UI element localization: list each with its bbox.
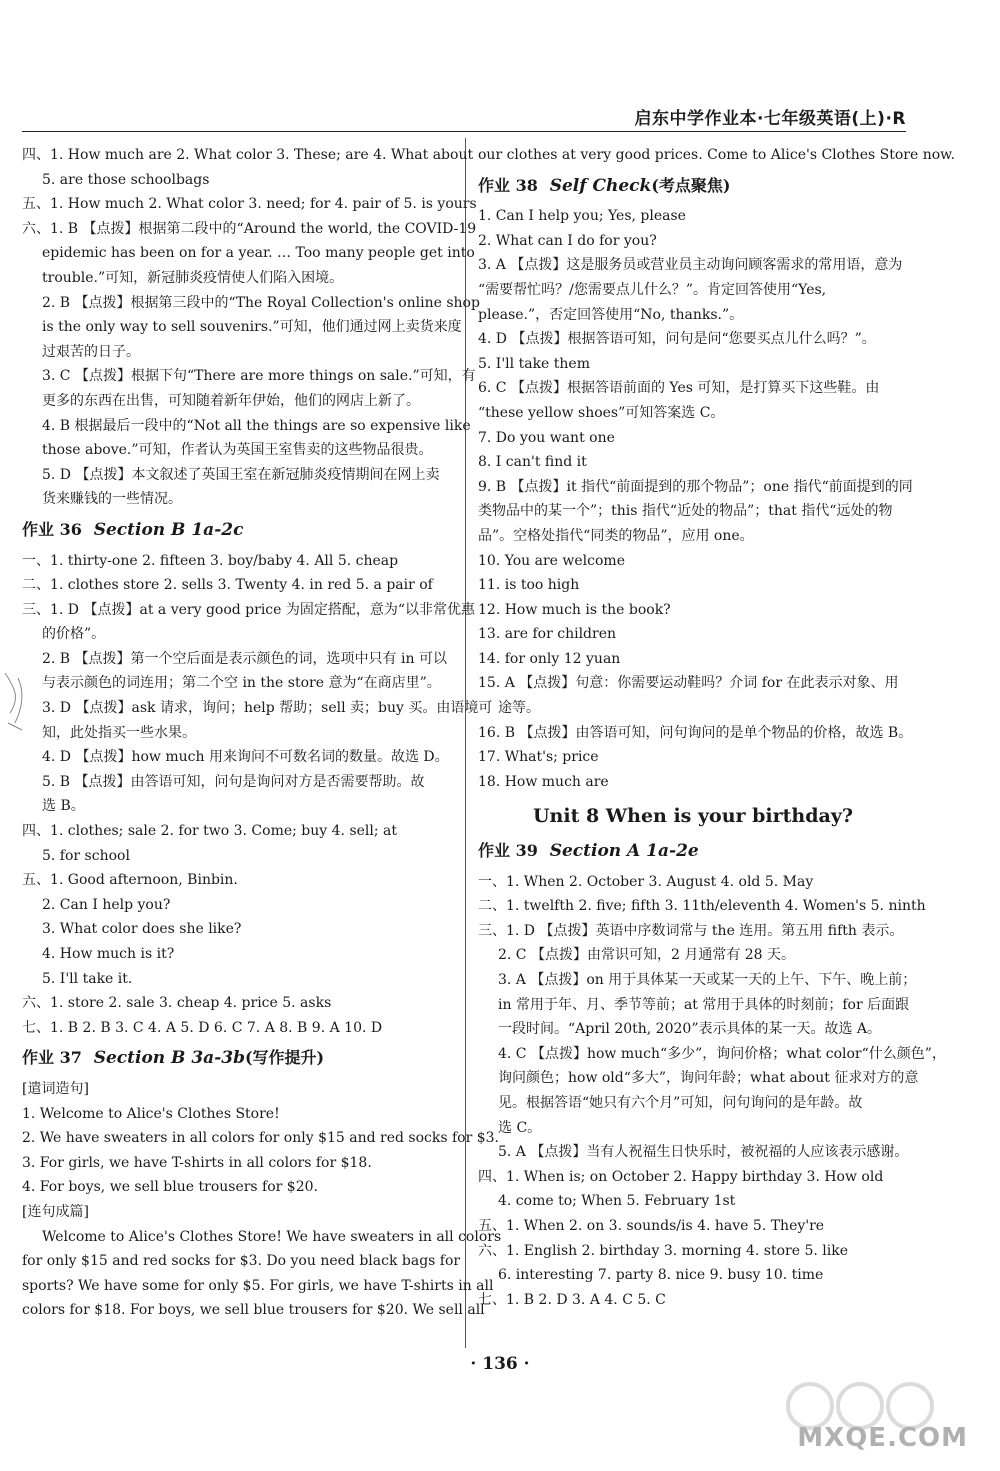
answer-line: 更多的东西在出售，可知随着新年伊始，他们的网店上新了。: [42, 392, 420, 409]
answer-line: 4. How much is it?: [42, 946, 175, 962]
answer-line: 五、1. When 2. on 3. sounds/is 4. have 5. They're: [478, 1217, 825, 1234]
answer-line: 选 B。: [42, 798, 85, 815]
answer-line: 2. B 【点拨】第一个空后面是表示颜色的词，选项中只有 in 可以: [42, 650, 447, 667]
section-heading-38: 作业 38 Self Check(考点聚焦): [478, 175, 731, 196]
answer-line: 4. D 【点拨】根据答语可知，问句是问“您要买点儿什么吗？”。: [478, 331, 876, 348]
answer-line: 七、1. B 2. D 3. A 4. C 5. C: [478, 1291, 666, 1308]
answer-line: 10. You are welcome: [478, 552, 625, 569]
answer-line: 询问颜色；how old“多大”，询问年龄；what about 征求对方的意: [498, 1070, 919, 1087]
answer-line: 的价格”。: [42, 626, 106, 643]
right-column: [478, 143, 955, 1312]
answers-homework-38: [478, 204, 913, 794]
answer-line: 3. For girls, we have T-shirts in all colors for $18.: [22, 1154, 372, 1171]
answer-line: 选 C。: [498, 1119, 542, 1136]
answer-line: [连句成篇]: [22, 1203, 89, 1220]
answer-line: 六、1. English 2. birthday 3. morning 4. store 5. like: [478, 1242, 848, 1259]
answer-line: 4. D 【点拨】how much 用来询问不可数名词的数量。故选 D。: [42, 749, 449, 766]
page-number: · 136 ·: [470, 1354, 530, 1374]
answer-line: 2. C 【点拨】由常识可知，2 月通常有 28 天。: [498, 947, 796, 964]
answers-homework-35-continued: [22, 143, 480, 512]
answer-line: 5. are those schoolbags: [42, 171, 210, 188]
answer-line: 5. I'll take them: [478, 355, 590, 372]
answer-line: 七、1. B 2. B 3. C 4. A 5. D 6. C 7. A 8. B 9. A 10. D: [22, 1019, 383, 1036]
page-header: 启东中学作业本·七年级英语(上)·R: [634, 109, 906, 129]
answer-line: Welcome to Alice's Clothes Store! We have sweaters in all colors: [42, 1228, 502, 1245]
answer-line: 5. I'll take it.: [42, 970, 133, 987]
answer-line: 17. What's; price: [478, 749, 599, 766]
answer-line: 四、1. How much are 2. What color 3. These; are 4. What about: [22, 147, 474, 163]
answer-line: “these yellow shoes”可知答案选 C。: [478, 404, 725, 421]
answer-line: 三、1. D 【点拨】at a very good price 为固定搭配，意为“以非常优惠: [22, 601, 476, 618]
answer-line: 货来赚钱的一些情况。: [42, 491, 182, 508]
answer-line: 7. Do you want one: [478, 429, 615, 446]
answer-line: 与表示颜色的词连用；第二个空 in the store 意为“在商店里”。: [42, 675, 441, 692]
answer-line: for only $15 and red socks for $3. Do you need black bags for: [22, 1253, 461, 1270]
answers-homework-37-continued: [478, 143, 955, 168]
answer-line: 过艰苦的日子。: [42, 343, 140, 360]
answer-line: 3. A 【点拨】on 用于具体某一天或某一天的上午、下午、晚上前；: [498, 972, 917, 988]
answer-line: 四、1. When is; on October 2. Happy birthday 3. How old: [478, 1168, 884, 1185]
answer-line: 五、1. How much 2. What color 3. need; for 4. pair of 5. is yours: [22, 196, 477, 213]
answer-line: in 常用于年、月、季节等前；at 常用于具体的时刻前；for 后面跟: [498, 996, 910, 1013]
answer-line: 5. B 【点拨】由答语可知，问句是询问对方是否需要帮助。故: [42, 773, 425, 790]
answer-line: 4. C 【点拨】how much“多少”，询问价格；what color“什么颜色”，: [498, 1045, 946, 1062]
answer-line: 6. interesting 7. party 8. nice 9. busy 10. time: [498, 1267, 824, 1284]
answer-line: 4. come to; When 5. February 1st: [498, 1193, 736, 1210]
section-heading-36: 作业 36 Section B 1a-2c: [22, 519, 244, 540]
answer-line: 2. What can I do for you?: [478, 232, 657, 249]
unit-title: Unit 8 When is your birthday?: [532, 805, 854, 828]
answer-line: please.”，否定回答使用“No, thanks.”。: [478, 306, 744, 323]
answers-homework-36: [22, 549, 493, 1041]
answer-line: 二、1. twelfth 2. five; fifth 3. 11th/eleventh 4. Women's 5. ninth: [478, 898, 926, 915]
answer-line: epidemic has been on for a year. … Too many people get into: [42, 245, 475, 262]
answer-line: 3. C 【点拨】根据下句“There are more things on sale.”可知，有: [42, 368, 476, 385]
answer-line: 品”。空格处指代“同类的物品”，应用 one。: [478, 527, 754, 544]
answer-line: 12. How much is the book?: [478, 601, 671, 618]
answer-line: [遣词造句]: [22, 1080, 89, 1097]
answers-homework-37: [22, 1077, 502, 1323]
answer-line: 二、1. clothes store 2. sells 3. Twenty 4. in red 5. a pair of: [22, 577, 433, 594]
answers-homework-39: [478, 870, 946, 1313]
answer-line: 六、1. B 【点拨】根据第二段中的“Around the world, the COVID-19: [22, 220, 477, 237]
answer-line: 一、1. When 2. October 3. August 4. old 5. May: [478, 873, 814, 890]
answer-line: “需要帮忙吗？/您需要点儿什么？”。肯定回答使用“Yes,: [478, 281, 827, 298]
answer-line: 16. B 【点拨】由答语可知，问句询问的是单个物品的价格，故选 B。: [478, 724, 913, 741]
answer-line: 5. for school: [42, 847, 130, 864]
answer-line: 8. I can't find it: [478, 454, 587, 471]
answer-line: 14. for only 12 yuan: [478, 650, 621, 667]
answer-line: 2. B 【点拨】根据第三段中的“The Royal Collection's online shop: [42, 294, 480, 311]
answer-line: sports? We have some for only $5. For girls, we have T-shirts in all: [22, 1277, 494, 1294]
answer-line: 15. A 【点拨】句意：你需要运动鞋吗？介词 for 在此表示对象、用: [478, 675, 899, 692]
answer-line: 18. How much are: [478, 773, 609, 790]
answer-line: 6. C 【点拨】根据答语前面的 Yes 可知，是打算买下这些鞋。由: [478, 380, 880, 397]
column-divider: [465, 138, 466, 1348]
answer-line: 途等。: [498, 700, 540, 717]
answer-line: 见。根据答语“她只有六个月”可知，问句询问的是年龄。故: [498, 1094, 863, 1111]
answer-line: 4. For boys, we sell blue trousers for $20.: [22, 1179, 318, 1196]
answer-line: 3. What color does she like?: [42, 921, 242, 938]
answer-line: 5. D 【点拨】本文叙述了英国王室在新冠肺炎疫情期间在网上卖: [42, 466, 440, 483]
answer-line: 3. A 【点拨】这是服务员或营业员主动询问顾客需求的常用语，意为: [478, 257, 903, 274]
answer-line: 1. Can I help you; Yes, please: [478, 208, 686, 225]
answer-line: 类物品中的某一个”；this 指代“近处的物品”；that 指代“远处的物: [478, 503, 893, 520]
answer-line: 2. Can I help you?: [42, 896, 171, 913]
answer-line: 13. are for children: [478, 626, 617, 643]
answer-line: 5. A 【点拨】当有人祝福生日快乐时，被祝福的人应该表示感谢。: [498, 1144, 909, 1161]
answer-line: 9. B 【点拨】it 指代“前面提到的那个物品”；one 指代“前面提到的同: [478, 478, 913, 495]
answer-line: our clothes at very good prices. Come to Alice's Clothes Store now.: [478, 147, 955, 163]
answer-line: trouble.”可知，新冠肺炎疫情使人们陷入困境。: [42, 269, 344, 286]
answer-line: 11. is too high: [478, 577, 580, 594]
watermark-text: MXQE.COM: [797, 1423, 968, 1453]
answer-line: 一段时间。“April 20th, 2020”表示具体的某一天。故选 A。: [498, 1021, 882, 1038]
answer-line: 五、1. Good afternoon, Binbin.: [22, 872, 238, 889]
answer-line: 四、1. clothes; sale 2. for two 3. Come; buy 4. sell; at: [22, 823, 398, 840]
answer-line: 三、1. D 【点拨】英语中序数词常与 the 连用。第五用 fifth 表示。: [478, 922, 904, 939]
header-rule: [22, 131, 906, 132]
left-column: [22, 143, 502, 1323]
answer-line: colors for $18. For boys, we sell blue trousers for $20. We sell all: [22, 1302, 485, 1319]
answer-line: 1. Welcome to Alice's Clothes Store!: [22, 1105, 280, 1122]
section-heading-39: 作业 39 Section A 1a-2e: [478, 841, 699, 862]
section-heading-37: 作业 37 Section B 3a-3b(写作提升): [22, 1048, 325, 1069]
answer-line: is the only way to sell souvenirs.”可知，他们通过网上卖货来度: [42, 319, 462, 336]
answer-line: those above.”可知，作者认为英国王室售卖的这些物品很贵。: [42, 442, 433, 459]
answer-line: 3. D 【点拨】ask 请求，询问；help 帮助；sell 卖；buy 买。由语境可: [42, 700, 493, 717]
answer-line: 一、1. thirty-one 2. fifteen 3. boy/baby 4. All 5. cheap: [22, 552, 399, 569]
answer-line: 4. B 根据最后一段中的“Not all the things are so expensive like: [42, 417, 471, 434]
answer-line: 六、1. store 2. sale 3. cheap 4. price 5. asks: [22, 995, 332, 1012]
answer-line: 2. We have sweaters in all colors for only $15 and red socks for $3.: [22, 1130, 499, 1147]
answer-line: 知，此处指买一些水果。: [42, 724, 196, 741]
